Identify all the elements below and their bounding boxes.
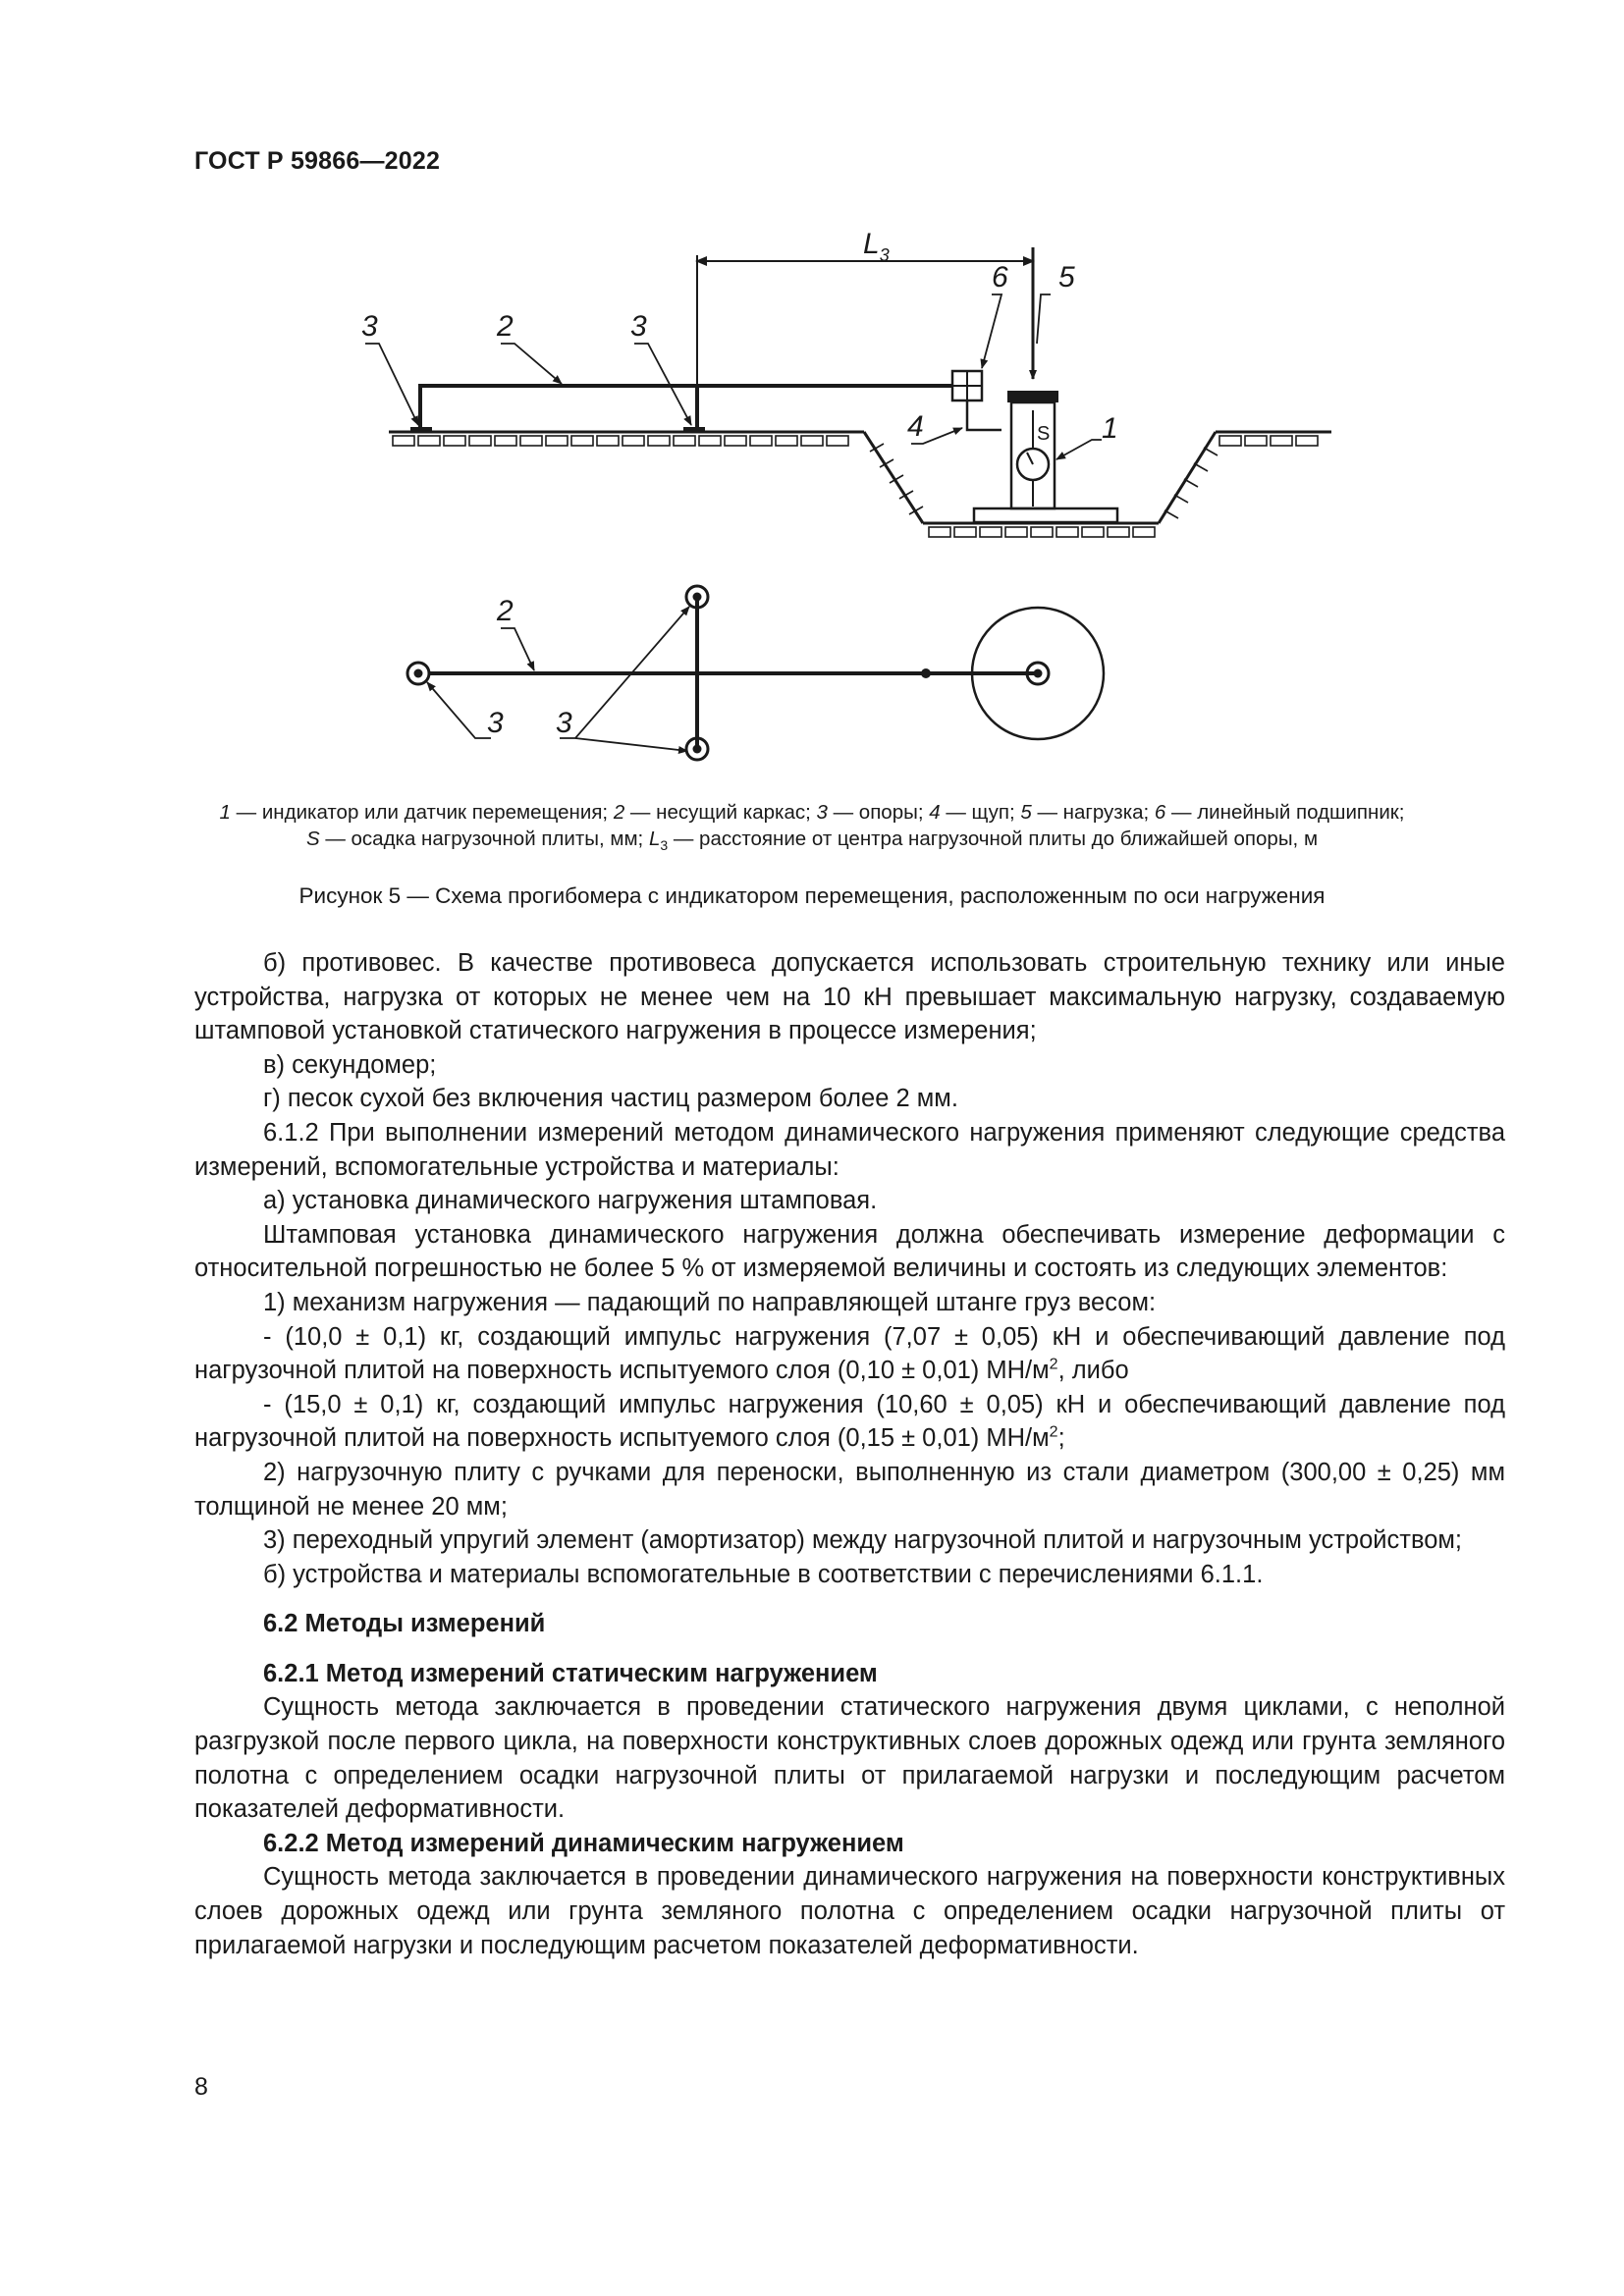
frame-side <box>410 247 1117 522</box>
paragraph: - (15,0 ± 0,1) кг, создающий импульс нагружения (10,60 ± 0,05) кН и обеспечивающий давление под нагрузочной плитой на поверхность испытуемого слоя (0,15 ± 0,01) $МН/м^2$; <box>194 1390 1505 1453</box>
subsection-heading: 6.2.2 Метод измерений динамическим нагружением <box>263 1829 904 1857</box>
s-mark: S <box>1037 423 1051 445</box>
paragraph: Штамповая установка динамического нагружения должна обеспечивать измерение деформации с относительной погрешностью не более 5 % от измеряемой величины и состоять из следующих элементов: <box>194 1220 1505 1283</box>
callout-5: 5 <box>1058 261 1075 294</box>
paragraph: 3) переходный упругий элемент (амортизатор) между нагрузочной плитой и нагрузочным устройством; <box>263 1526 1462 1555</box>
callout-3b: 3 <box>630 310 647 343</box>
legend-line-2: S — осадка нагрузочной плиты, мм; $L_3$ — расстояние от центра нагрузочной плиты до ближайшей опоры, м <box>305 828 1319 854</box>
paragraph: а) установка динамического нагружения штамповая. <box>263 1187 878 1215</box>
callout-3a: 3 <box>361 310 378 343</box>
subsection-heading: 6.2.1 Метод измерений статическим нагружением <box>263 1659 878 1687</box>
dimension-label: $L_3$ <box>863 228 890 265</box>
paragraph: - (10,0 ± 0,1) кг, создающий импульс нагружения (7,07 ± 0,05) кН и обеспечивающий давление под нагрузочной плитой на поверхность испытуемого слоя (0,10 ± 0,01) $МН/м^2$, либо <box>194 1322 1505 1385</box>
paragraph: Сущность метода заключается в проведении динамического нагружения на поверхности конструктивных слоев дорожных одежд или грунта земляного полотна с определением осадки нагрузочной плиты от прилагаемой нагрузки и последующим расчетом показателей деформативности. <box>194 1863 1505 1959</box>
paragraph: 1) механизм нагружения — падающий по направляющей штанге груз весом: <box>263 1288 1157 1316</box>
page-number: 8 <box>194 2073 208 2101</box>
paragraph: Сущность метода заключается в проведении статического нагружения двумя циклами, с неполной разгрузкой после первого цикла, на поверхности конструктивных слоев дорожных одежд или грунта земляного полотна с определением осадки нагрузочной плиты от прилагаемой нагрузки и последующим расчетом показателей деформативности. <box>194 1693 1505 1824</box>
paragraph: 2) нагрузочную плиту с ручками для переноски, выполненную из стали диаметром (300,00 ± 0,25) мм толщиной не менее 20 мм; <box>194 1458 1505 1521</box>
labels-plan <box>487 595 572 739</box>
callout-6: 6 <box>992 261 1008 294</box>
paragraph: г) песок сухой без включения частиц размером более 2 мм. <box>263 1085 958 1113</box>
plan-callout-3a: 3 <box>487 707 504 739</box>
plan-callout-3b: 3 <box>556 707 572 739</box>
legend-line-1: 1 — индикатор или датчик перемещения; 2 — несущий каркас; 3 — опоры; 4 — щуп; 5 — нагрузка; 6 — линейный подшипник; <box>219 801 1405 824</box>
document-header: ГОСТ Р 59866—2022 <box>194 147 441 175</box>
plan-callout-2: 2 <box>497 595 514 627</box>
leaders-side <box>365 294 1102 459</box>
paragraph: б) устройства и материалы вспомогательные в соответствии с перечислениями 6.1.1. <box>263 1560 1264 1588</box>
section-heading: 6.2 Методы измерений <box>263 1610 546 1638</box>
callout-2: 2 <box>497 310 514 343</box>
paragraph: 6.1.2 При выполнении измерений методом динамического нагружения применяют следующие средства измерений, вспомогательные устройства и материалы: <box>194 1118 1505 1181</box>
callout-1: 1 <box>1102 412 1118 445</box>
figure-legend <box>147 799 1477 859</box>
body-text <box>194 946 1505 1962</box>
deflectometer-figure <box>361 226 1355 775</box>
callout-4: 4 <box>907 410 924 443</box>
figure-caption: Рисунок 5 — Схема прогибомера с индикатором перемещения, расположенным по оси нагружения <box>298 883 1326 908</box>
ground-section <box>389 432 1331 537</box>
paragraph: в) секундомер; <box>263 1050 437 1079</box>
paragraph: б) противовес. В качестве противовеса допускается использовать строительную технику или иные устройства, нагрузка от которых не менее чем на 10 кН превышает максимальную нагрузку, создаваемую штамповой установкой статического нагружения в процессе измерения; <box>194 949 1505 1045</box>
